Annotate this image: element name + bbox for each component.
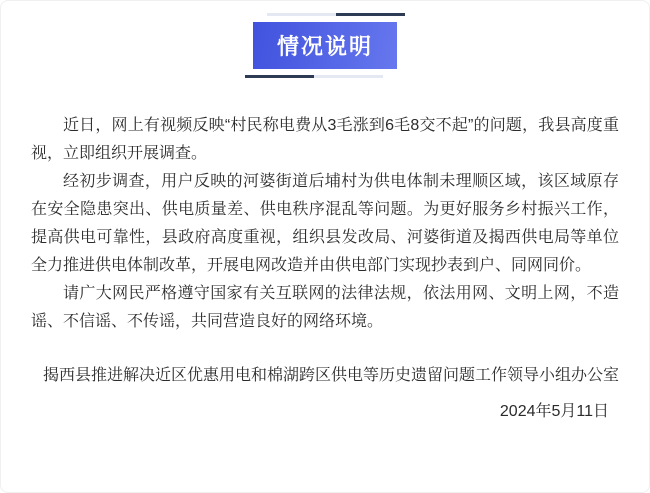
divider-dark-segment: [336, 13, 405, 16]
header-bottom-divider: [245, 75, 383, 78]
notice-header: [1, 1, 649, 78]
header-top-divider: [267, 13, 405, 16]
signature-line: 揭西县推进解决近区优惠用电和棉湖跨区供电等历史遗留问题工作领导小组办公室: [42, 367, 619, 384]
paragraph-1: 近日，网上有视频反映“村民称电费从3毛涨到6毛8交不起”的问题，我县高度重视，立即组织开展调查。: [31, 117, 619, 162]
title-badge: 情况说明: [253, 22, 397, 69]
date-line: 2024年5月11日: [499, 403, 609, 420]
paragraph-2: 经初步调查，用户反映的河婆街道后埔村为供电体制未理顺区域，该区域原存在安全隐患突出、供电质量差、供电秩序混乱等问题。为更好服务乡村振兴工作，提高供电可靠性，县政府高度重视，组织县发改局、河婆街道及揭西供电局等单位全力推进供电体制改革，开展电网改造并由供电部门实现抄表到户、同网同价。: [31, 173, 619, 274]
divider-light-segment: [267, 13, 336, 16]
divider-light-segment: [314, 75, 383, 78]
divider-dark-segment: [245, 75, 314, 78]
notice-body: [1, 112, 649, 336]
paragraph-3: 请广大网民严格遵守国家有关互联网的法律法规，依法用网、文明上网，不造谣、不信谣、不传谣，共同营造良好的网络环境。: [31, 285, 619, 330]
